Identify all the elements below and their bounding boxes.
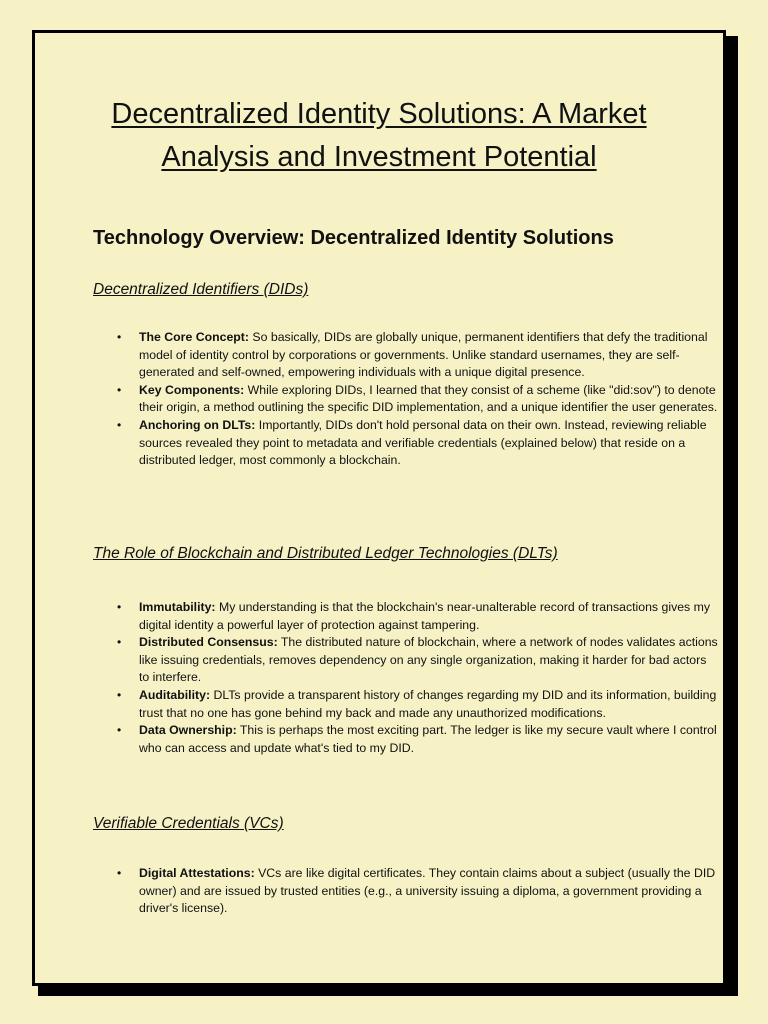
- bullet-list-dids: [93, 329, 719, 470]
- item-text: My understanding is that the blockchain's near-unalterable record of transactions gives my digital identity a powerful layer of protection against tampering.: [139, 600, 711, 632]
- subsection-heading-dids: Decentralized Identifiers (DIDs): [93, 281, 309, 298]
- item-label: Distributed Consensus:: [139, 635, 278, 650]
- item-label: Data Ownership:: [139, 723, 237, 738]
- title-line-1: Decentralized Identity Solutions: A Market: [111, 98, 647, 130]
- bullet-icon: •: [117, 417, 122, 432]
- bullet-icon: •: [117, 687, 122, 702]
- item-label: Anchoring on DLTs:: [139, 417, 256, 432]
- subsection-heading-blockchain: The Role of Blockchain and Distributed Ledger Technologies (DLTs): [93, 545, 558, 562]
- document-page: [32, 30, 726, 986]
- list-item: [117, 329, 719, 382]
- item-text: The distributed nature of blockchain, where a network of nodes validates actions like issuing credentials, removes dependency on any single organization, making it harder for bad actors to interfere.: [139, 635, 718, 685]
- list-item: [117, 634, 719, 687]
- bullet-icon: •: [117, 330, 122, 344]
- item-text: Importantly, DIDs don't hold personal data on their own. Instead, reviewing reliable sources revealed they point to metadata and verifiable credentials (explained below) that reside on a distributed ledger, most commonly a blockchain.: [139, 417, 707, 468]
- bullet-icon: •: [117, 723, 122, 738]
- item-label: Auditability:: [139, 687, 211, 702]
- section-title: Technology Overview: Decentralized Identity Solutions: [93, 227, 614, 249]
- bullet-icon: •: [117, 635, 122, 650]
- item-text: So basically, DIDs are globally unique, permanent identifiers that defy the traditional model of identity control by corporations or governments. Unlike standard usernames, they are self-generated and self-owned, empowering individuals with a unique digital presence.: [139, 330, 708, 380]
- subsection-heading-vcs: Verifiable Credentials (VCs): [93, 815, 284, 832]
- list-item: [117, 599, 719, 634]
- bullet-list-vcs: [93, 865, 719, 918]
- list-item: [117, 722, 719, 757]
- list-item: [117, 382, 719, 417]
- item-label: Immutability:: [139, 600, 216, 614]
- bullet-icon: •: [117, 866, 122, 880]
- list-item: [117, 417, 719, 470]
- item-text: DLTs provide a transparent history of changes regarding my DID and its information, building trust that no one has gone behind my back and made any unauthorized modifications.: [139, 687, 717, 720]
- bullet-icon: •: [117, 600, 122, 614]
- item-text: This is perhaps the most exciting part. The ledger is like my secure vault where I control who can access and update what's tied to my DID.: [139, 723, 717, 755]
- item-label: Digital Attestations:: [139, 866, 255, 880]
- bullet-list-blockchain: [93, 599, 719, 757]
- item-label: The Core Concept:: [139, 330, 249, 344]
- bullet-icon: •: [117, 382, 122, 397]
- item-text: While exploring DIDs, I learned that they consist of a scheme (like "did:sov") to denote their origin, a method outlining the specific DID implementation, and a unique identifier the user generates.: [139, 382, 718, 415]
- list-item: [117, 687, 719, 722]
- item-label: Key Components:: [139, 382, 245, 397]
- list-item: [117, 865, 719, 918]
- item-text: VCs are like digital certificates. They contain claims about a subject (usually the DID owner) and are issued by trusted entities (e.g., a university issuing a diploma, a government providing a driver's license).: [139, 866, 716, 916]
- document-title: [35, 93, 723, 179]
- title-line-2: Analysis and Investment Potential: [161, 141, 597, 173]
